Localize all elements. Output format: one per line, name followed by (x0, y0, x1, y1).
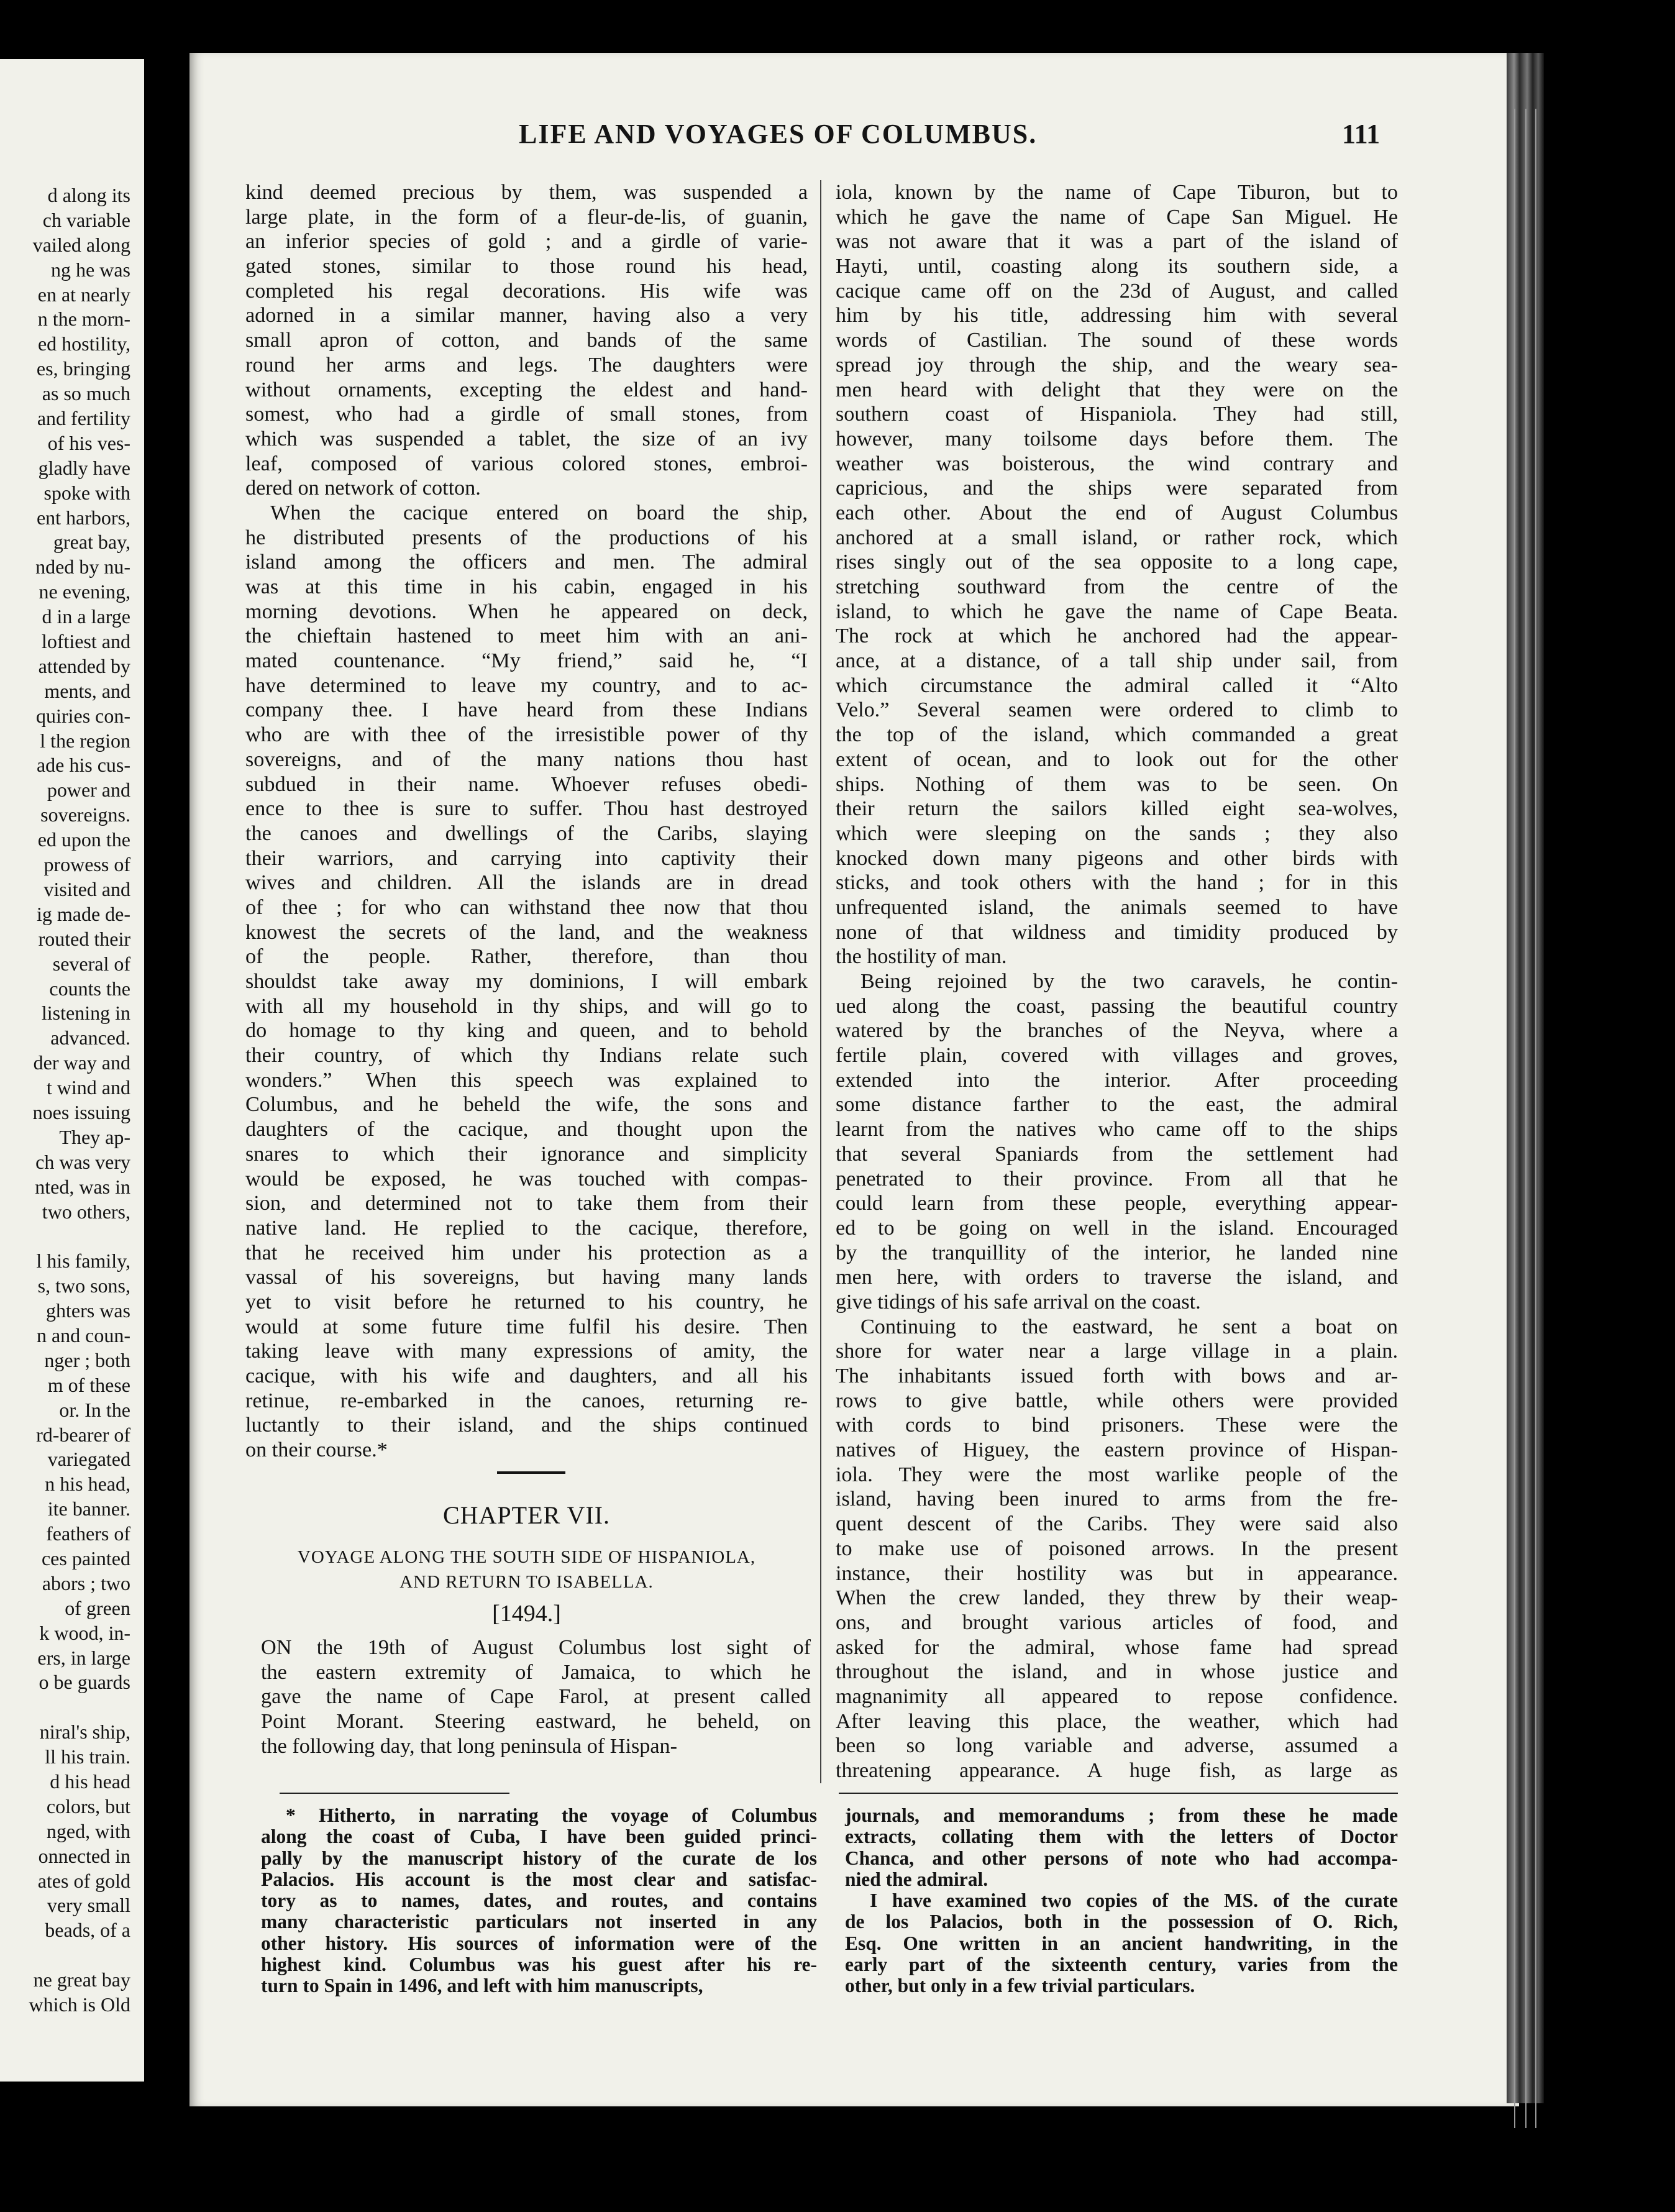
text-line: company thee. I have heard from these Indians (245, 698, 808, 722)
text-line: yet to visit before he returned to his country, he (245, 1290, 808, 1314)
fragment-line: ent harbors, (36, 506, 130, 529)
fragment-line (0, 1695, 130, 1720)
text-line: each other. About the end of August Columbus (836, 501, 1398, 524)
fragment-line: prowess of (43, 853, 130, 876)
text-line: penetrated to their province. From all that he (836, 1167, 1398, 1191)
text-line: When the crew landed, they threw by their weap- (836, 1586, 1398, 1610)
text-line: The rock at which he anchored had the appear- (836, 624, 1398, 648)
text-line: could learn from these people, everything appear- (836, 1192, 1398, 1215)
text-line: subdued in their name. Whoever refuses obedi- (245, 772, 808, 796)
text-line: early part of the sixteenth century, varies from the (845, 1954, 1398, 1976)
text-line: wives and children. All the islands are in dread (245, 871, 808, 895)
fragment-line: vailed along (32, 233, 130, 256)
text-line: nied the admiral. (845, 1868, 988, 1890)
text-line: turn to Spain in 1496, and left with him manuscripts, (261, 1975, 703, 1997)
text-line: luctantly to their island, and the ships continued (245, 1414, 808, 1437)
fragment-line: der way and (33, 1051, 130, 1074)
text-line: extracts, collating them with the letters of Doctor (845, 1826, 1398, 1848)
chapter-subtitle-line: VOYAGE ALONG THE SOUTH SIDE OF HISPANIOLA, (297, 1547, 756, 1567)
text-line: their country, of which thy Indians relate such (245, 1044, 808, 1067)
text-line: capricious, and the ships were separated from (836, 477, 1398, 500)
text-line: unfrequented island, the animals seemed to have (836, 895, 1398, 919)
text-line: large plate, in the form of a fleur-de-lis, of guanin, (245, 205, 808, 229)
text-line: sion, and determined not to take them from their (245, 1192, 808, 1215)
text-line: kind deemed precious by them, was suspended a (245, 181, 808, 204)
text-line: Esq. One written in an ancient handwriting, in the (845, 1932, 1398, 1954)
text-line: ON the 19th of August Columbus lost sight of (261, 1636, 811, 1659)
page-edge-line (1514, 109, 1515, 2128)
text-line: extended into the interior. After proceeding (836, 1068, 1398, 1092)
text-line: When the cacique entered on board the ship, (270, 501, 808, 524)
text-line: de los Palacios, both in the possession of O. Rich, (845, 1911, 1398, 1933)
fragment-line: ng he was (51, 258, 130, 281)
text-line: shouldst take away my dominions, I will embark (245, 970, 808, 993)
text-line: the canoes and dwellings of the Caribs, slaying (245, 821, 808, 845)
text-line: native land. He replied to the cacique, therefore, (245, 1216, 808, 1240)
text-line: extent of ocean, and to look out for the other (836, 747, 1398, 771)
facing-page-fragment (0, 59, 144, 2082)
text-line: ed to be going on well in the island. Encouraged (836, 1216, 1398, 1240)
text-line: by the tranquillity of the interior, he landed nine (836, 1241, 1398, 1264)
fragment-line: and fertility (37, 407, 130, 430)
text-line: however, many toilsome days before them. The (836, 427, 1398, 450)
fragment-line: feathers of (46, 1522, 130, 1545)
text-line: mated countenance. “My friend,” said he, “I (245, 649, 808, 673)
fragment-line: colors, but (46, 1794, 130, 1817)
fragment-line: t wind and (46, 1076, 130, 1099)
fragment-line: variegated (47, 1448, 130, 1471)
text-line: with all my household in thy ships, and will go to (245, 994, 808, 1018)
text-line: vassal of his sovereigns, but having many lands (245, 1266, 808, 1289)
page-edges (1507, 53, 1544, 2103)
text-line: an inferior species of gold ; and a girdle of varie- (245, 230, 808, 254)
text-line: rows to give battle, while others were provided (836, 1389, 1398, 1412)
page-header (189, 118, 1445, 162)
chapter-subtitle (245, 1545, 808, 1594)
text-line: Hayti, until, coasting along its southern side, a (836, 255, 1398, 278)
fragment-line: niral's ship, (39, 1721, 130, 1744)
text-line: their return the sailors killed eight sea-wolves, (836, 797, 1398, 821)
text-line: he distributed presents of the productions of his (245, 526, 808, 549)
fragment-line: attended by (38, 654, 130, 677)
text-line: which he gave the name of Cape San Miguel. He (836, 205, 1398, 229)
fragment-line: es, bringing (36, 357, 130, 380)
fragment-line: spoke with (43, 481, 130, 504)
text-line: do homage to thy king and queen, and to behold (245, 1019, 808, 1043)
text-column-left (245, 180, 808, 1463)
text-line: southern coast of Hispaniola. They had still, (836, 403, 1398, 426)
text-line: ence to thee is sure to suffer. Thou hast destroyed (245, 797, 808, 821)
text-line: snares to which their ignorance and simplicity (245, 1142, 808, 1166)
text-line: without ornaments, excepting the eldest and hand- (245, 378, 808, 401)
chapter-subtitle-line: AND RETURN TO ISABELLA. (399, 1572, 654, 1592)
fragment-line: great bay, (53, 531, 130, 554)
text-line: other, but only in a few trivial particulars. (845, 1975, 1195, 1997)
text-line: somest, who had a girdle of small stones, from (245, 403, 808, 426)
fragment-line: ch variable (42, 208, 130, 231)
text-line: Point Morant. Steering eastward, he beheld, on (261, 1710, 811, 1734)
text-line: watered by the branches of the Neyva, where a (836, 1019, 1398, 1043)
fragment-line: nged, with (46, 1819, 130, 1842)
text-line: him by his title, addressing him with several (836, 304, 1398, 327)
fragment-line: They ap- (59, 1125, 130, 1148)
fragment-line: l his family, (36, 1250, 130, 1273)
text-line: ships. Nothing of them was to be seen. On (836, 772, 1398, 796)
fragment-line: visited and (43, 877, 130, 900)
footnote-rule (280, 1793, 509, 1794)
text-line: men heard with delight that they were on the (836, 378, 1398, 401)
text-line: the chieftain hastened to meet him with an ani- (245, 624, 808, 648)
fragment-line: n the morn- (37, 308, 130, 331)
text-line: threatening appearance. A huge fish, as large as (836, 1759, 1398, 1782)
fragment-line: en at nearly (37, 283, 130, 306)
fragment-line: loftiest and (41, 630, 130, 653)
fragment-line: of his ves- (47, 431, 130, 454)
text-line: Velo.” Several seamen were ordered to climb to (836, 698, 1398, 722)
fragment-line: ments, and (44, 679, 130, 702)
text-line: tory as to names, dates, and routes, and contains (261, 1890, 817, 1912)
text-line: ance, at a distance, of a tall ship under sail, from (836, 649, 1398, 673)
text-line: knowest the secrets of the land, and the weakness (245, 920, 808, 944)
text-line: which was suspended a tablet, the size of an ivy (245, 427, 808, 450)
text-line: I have examined two copies of the MS. of the curate (870, 1890, 1398, 1912)
text-line: taking leave with many expressions of amity, the (245, 1340, 808, 1363)
text-line: Being rejoined by the two caravels, he contin- (860, 970, 1398, 993)
text-line: who are with thee of the irresistible power of thy (245, 723, 808, 747)
text-line: shore for water near a large village in a plain. (836, 1340, 1398, 1363)
fragment-line: rd-bearer of (36, 1423, 130, 1446)
fragment-line: nded by nu- (35, 555, 130, 578)
text-line: The inhabitants issued forth with bows and ar- (836, 1364, 1398, 1387)
text-line: island among the officers and men. The admiral (245, 551, 808, 574)
text-line: ued along the coast, passing the beautiful country (836, 994, 1398, 1018)
text-line: stretching southward from the centre of the (836, 575, 1398, 598)
fragment-line: ers, in large (37, 1646, 130, 1669)
page-edge-line (1525, 109, 1527, 2128)
fragment-line: nted, was in (35, 1175, 130, 1198)
text-line: which were sleeping on the sands ; they also (836, 821, 1398, 845)
fragment-line: d in a large (42, 605, 130, 628)
text-line: been so long variable and adverse, assumed a (836, 1734, 1398, 1758)
text-line: * Hitherto, in narrating the voyage of Columbus (286, 1804, 817, 1826)
fragment-line: ch was very (35, 1150, 130, 1173)
fragment-line: ed hostility, (37, 332, 130, 355)
text-line: the eastern extremity of Jamaica, to which he (261, 1660, 811, 1684)
text-line: was not aware that it was a part of the island of (836, 230, 1398, 254)
text-line: round her arms and legs. The daughters were (245, 353, 808, 377)
fragment-line (0, 1224, 130, 1249)
text-line: of thee ; for who can withstand thee now that thou (245, 895, 808, 919)
fragment-line: ghters was (46, 1299, 130, 1322)
text-line: quent descent of the Caribs. They were said also (836, 1512, 1398, 1536)
text-line: natives of Higuey, the eastern province of Hispan- (836, 1438, 1398, 1462)
text-line: small apron of cotton, and bands of the same (245, 329, 808, 352)
fragment-line: abors ; two (42, 1571, 130, 1594)
text-line: completed his regal decorations. His wife was (245, 279, 808, 303)
fragment-line: nger ; both (44, 1348, 130, 1371)
fragment-line: of green (65, 1596, 130, 1619)
fragment-line: sovereigns. (40, 803, 130, 826)
fragment-line: which is Old (29, 1993, 130, 2016)
text-line: Chanca, and other persons of note who had accompa- (845, 1847, 1398, 1869)
section-divider (497, 1471, 565, 1474)
text-line: have determined to leave my country, and to ac- (245, 674, 808, 697)
text-line: along the coast of Cuba, I have been guided princi- (261, 1826, 817, 1848)
fragment-line: or. In the (59, 1398, 130, 1421)
fragment-line: d along its (47, 184, 130, 206)
fragment-line: beads, of a (45, 1919, 130, 1942)
text-line: many characteristic particulars not inserted in any (261, 1911, 817, 1933)
text-line: fertile plain, covered with villages and groves, (836, 1044, 1398, 1067)
text-line: sovereigns, and of the many nations thou hast (245, 747, 808, 771)
fragment-line: ces painted (41, 1547, 130, 1570)
text-line: spread joy through the ship, and the weary sea- (836, 353, 1398, 377)
fragment-line: quiries con- (36, 704, 130, 727)
text-line: their warriors, and carrying into captivity their (245, 846, 808, 870)
text-line: of the people. Rather, therefore, than thou (245, 945, 808, 969)
fragment-line: ade his cus- (36, 754, 130, 777)
fragment-line: onnected in (38, 1844, 130, 1867)
text-line: wonders.” When this speech was explained to (245, 1068, 808, 1092)
fragment-line: ig made de- (36, 902, 130, 925)
text-line: instance, their hostility was but in appearance. (836, 1561, 1398, 1585)
fragment-line: ite banner. (47, 1497, 130, 1520)
text-line: other history. His sources of information were of the (261, 1932, 817, 1954)
fragment-line: n and coun- (36, 1323, 130, 1346)
chapter-year: [1494.] (492, 1601, 561, 1627)
fragment-line: n his head, (45, 1473, 130, 1496)
text-line: After leaving this place, the weather, which had (836, 1709, 1398, 1733)
text-line: none of that wildness and timidity produced by (836, 920, 1398, 944)
text-line: magnanimity all appeared to repose confidence. (836, 1684, 1398, 1708)
text-line: men here, with orders to traverse the island, and (836, 1266, 1398, 1289)
text-line: cacique came off on the 23d of August, and called (836, 279, 1398, 303)
text-line: knocked down many pigeons and other birds with (836, 846, 1398, 870)
page-edge-line (1535, 109, 1536, 2128)
fragment-line: several of (52, 952, 130, 975)
text-line: which circumstance the admiral called it “Alto (836, 674, 1398, 697)
text-line: learnt from the natives who came off to the ships (836, 1118, 1398, 1141)
fragment-line: ed upon the (37, 828, 130, 851)
text-line: the top of the island, which commanded a great (836, 723, 1398, 747)
fragment-line: ll his train. (45, 1745, 130, 1768)
footnote-right (845, 1805, 1398, 1997)
chapter-title: CHAPTER VII. (442, 1501, 611, 1529)
fragment-line (0, 1943, 130, 1968)
text-line: leaf, composed of various colored stones, embroi- (245, 452, 808, 475)
text-line: gated stones, similar to those round his head, (245, 255, 808, 278)
fragment-line: gladly have (38, 456, 130, 479)
text-line: pally by the manuscript history of the curate de los (261, 1847, 817, 1869)
text-line: that several Spaniards from the settlement had (836, 1142, 1398, 1166)
text-column-right (836, 180, 1398, 1783)
text-line: on their course.* (245, 1438, 388, 1462)
fragment-line: as so much (42, 382, 130, 405)
text-line: that he received him under his protection as a (245, 1241, 808, 1264)
running-title: LIFE AND VOYAGES OF COLUMBUS. (519, 119, 1038, 149)
text-line: rises singly out of the sea opposite to a long cape, (836, 551, 1398, 574)
fragment-line: ne great bay (33, 1968, 130, 1991)
chapter-opening-text (261, 1635, 811, 1758)
text-line: would at some future time fulfil his desire. Then (245, 1315, 808, 1338)
page-number: 111 (1342, 119, 1381, 149)
text-line: ons, and brought various articles of food, and (836, 1611, 1398, 1634)
fragment-line: very small (47, 1894, 130, 1917)
text-line: the following day, that long peninsula of Hispan- (261, 1734, 678, 1758)
text-line: give tidings of his safe arrival on the coast. (836, 1290, 1201, 1314)
text-line: was at this time in his cabin, engaged in his (245, 575, 808, 598)
text-line: retinue, re-embarked in the canoes, returning re- (245, 1389, 808, 1412)
fragment-line: d his head (50, 1770, 130, 1793)
text-line: island, to which he gave the name of Cape Beata. (836, 600, 1398, 623)
footnote-rule (839, 1793, 1398, 1794)
text-line: journals, and memorandums ; from these he made (845, 1804, 1398, 1826)
text-line: gave the name of Cape Farol, at present called (261, 1685, 811, 1709)
text-line: weather was boisterous, the wind contrary and (836, 452, 1398, 475)
text-line: sticks, and took others with the hand ; for in this (836, 871, 1398, 895)
fragment-line: routed their (38, 927, 130, 950)
text-line: dered on network of cotton. (245, 477, 481, 500)
text-line: morning devotions. When he appeared on deck, (245, 600, 808, 623)
text-line: highest kind. Columbus was his guest after his re- (261, 1954, 817, 1976)
text-line: Palacios. His account is the most clear and satisfac- (261, 1868, 817, 1890)
text-line: would be exposed, he was touched with compas- (245, 1167, 808, 1191)
text-line: Columbus, and he beheld the wife, the sons and (245, 1093, 808, 1117)
fragment-line: k wood, in- (39, 1621, 130, 1644)
facing-page-text (0, 183, 130, 2018)
text-line: iola, known by the name of Cape Tiburon, but to (836, 181, 1398, 204)
text-line: adorned in a similar manner, having also a very (245, 304, 808, 327)
text-line: throughout the island, and in whose justice and (836, 1660, 1398, 1684)
text-line: words of Castilian. The sound of these words (836, 329, 1398, 352)
fragment-line: listening in (41, 1002, 130, 1025)
text-line: asked for the admiral, whose fame had spread (836, 1635, 1398, 1659)
text-line: to make use of poisoned arrows. In the present (836, 1537, 1398, 1560)
fragment-line: o be guards (39, 1671, 130, 1694)
footnote-left (261, 1805, 817, 1997)
text-line: daughters of the cacique, and thought upon the (245, 1118, 808, 1141)
fragment-line: ates of gold (37, 1869, 130, 1892)
fragment-line: counts the (49, 977, 130, 1000)
fragment-line: l the region (40, 729, 130, 752)
fragment-line: m of these (47, 1373, 130, 1396)
column-divider (820, 180, 821, 1783)
text-line: island, having been inured to arms from the fre- (836, 1488, 1398, 1511)
text-line: iola. They were the most warlike people of the (836, 1463, 1398, 1486)
text-line: with cords to bind prisoners. These were the (836, 1414, 1398, 1437)
text-line: Continuing to the eastward, he sent a boat on (860, 1315, 1398, 1338)
text-line: anchored at a small island, or rather rock, which (836, 526, 1398, 549)
fragment-line: power and (47, 779, 130, 802)
fragment-line: two others, (42, 1200, 130, 1223)
fragment-line: ne evening, (39, 580, 130, 603)
text-line: cacique, with his wife and daughters, and all his (245, 1364, 808, 1387)
fragment-line: advanced. (50, 1026, 130, 1049)
text-line: the hostility of man. (836, 945, 1007, 969)
text-line: some distance farther to the east, the admiral (836, 1093, 1398, 1117)
fragment-line: s, two sons, (37, 1274, 130, 1297)
fragment-line: noes issuing (32, 1100, 130, 1123)
